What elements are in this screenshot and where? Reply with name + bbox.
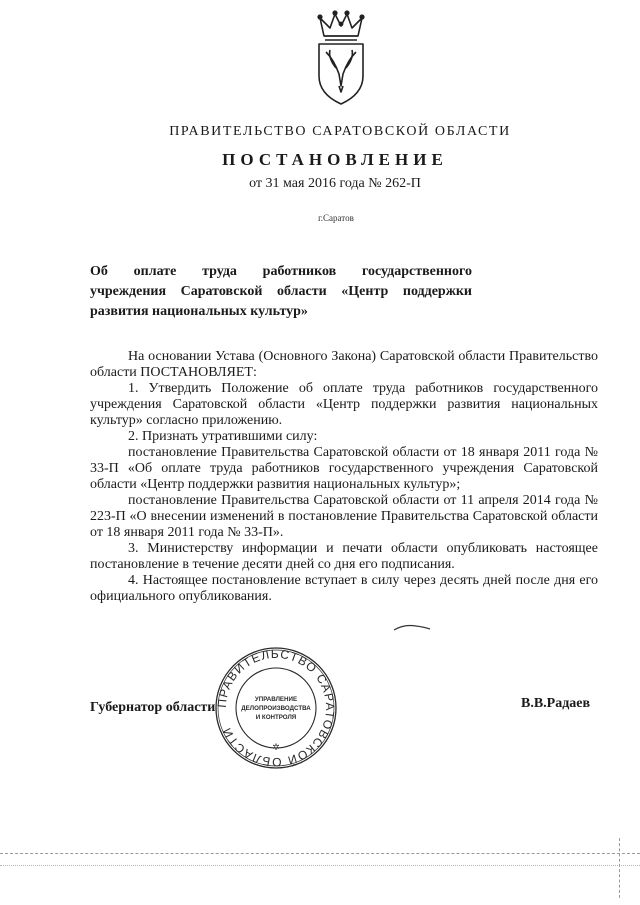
stamp-outer-text: ПРАВИТЕЛЬСТВО САРАТОВСКОЙ ОБЛАСТИ	[214, 646, 338, 770]
body-paragraph: 2. Признать утратившими силу:	[128, 429, 318, 444]
body-paragraph: 4. Настоящее постановление вступает в силу через десять дней после дня его официального опубликования.	[90, 573, 598, 604]
signatory-title: Губернатор области	[90, 700, 216, 715]
subject-line: учреждения Саратовской области «Центр поддержки	[90, 284, 472, 299]
subject-line: развития национальных культур»	[90, 304, 308, 319]
subject-line: Об оплате труда работников государственного	[90, 264, 472, 279]
body-paragraph: 3. Министерству информации и печати области опубликовать настоящее постановление в течение десяти дней со дня его подписания.	[90, 541, 598, 572]
stamp-inner-line: И КОНТРОЛЯ	[255, 714, 297, 721]
city-label: г.Саратов	[318, 213, 354, 223]
document-type: ПОСТАНОВЛЕНИЕ	[222, 150, 448, 169]
scan-edge-line	[0, 865, 640, 866]
document-subject	[90, 262, 472, 322]
document-body	[90, 349, 598, 605]
scan-edge-line	[619, 838, 620, 898]
stamp-inner-line: ДЕЛОПРОИЗВОДСТВА	[241, 705, 311, 712]
body-paragraph: постановление Правительства Саратовской области от 11 апреля 2014 года № 223-П «О внесении изменений в постановление Правительства Саратовской области от 18 января 2011 года № 33-П».	[90, 493, 598, 540]
official-seal-stamp	[214, 646, 338, 770]
pen-stroke-mark	[392, 620, 432, 634]
signatory-name: В.В.Радаев	[521, 696, 591, 711]
stamp-inner-line: УПРАВЛЕНИЕ	[254, 696, 298, 703]
government-name: ПРАВИТЕЛЬСТВО САРАТОВСКОЙ ОБЛАСТИ	[169, 124, 511, 139]
body-paragraph: 1. Утвердить Положение об оплате труда работников государственного учреждения Саратовской области «Центр поддержки развития национальных культур» согласно приложению.	[90, 381, 598, 428]
saratov-oblast-coat-of-arms-icon	[310, 10, 372, 106]
body-paragraph: постановление Правительства Саратовской области от 18 января 2011 года № 33-П «Об оплате труда работников государственного учреждения Саратовской области «Центр поддержки развития национальных культур»;	[90, 445, 598, 492]
stamp-star-icon: ✲	[272, 742, 280, 752]
body-paragraph: На основании Устава (Основного Закона) Саратовской области Правительство области ПОСТАНОВЛЯЕТ:	[90, 349, 598, 380]
scan-edge-line	[0, 853, 640, 854]
document-date-number: от 31 мая 2016 года № 262-П	[249, 176, 421, 191]
